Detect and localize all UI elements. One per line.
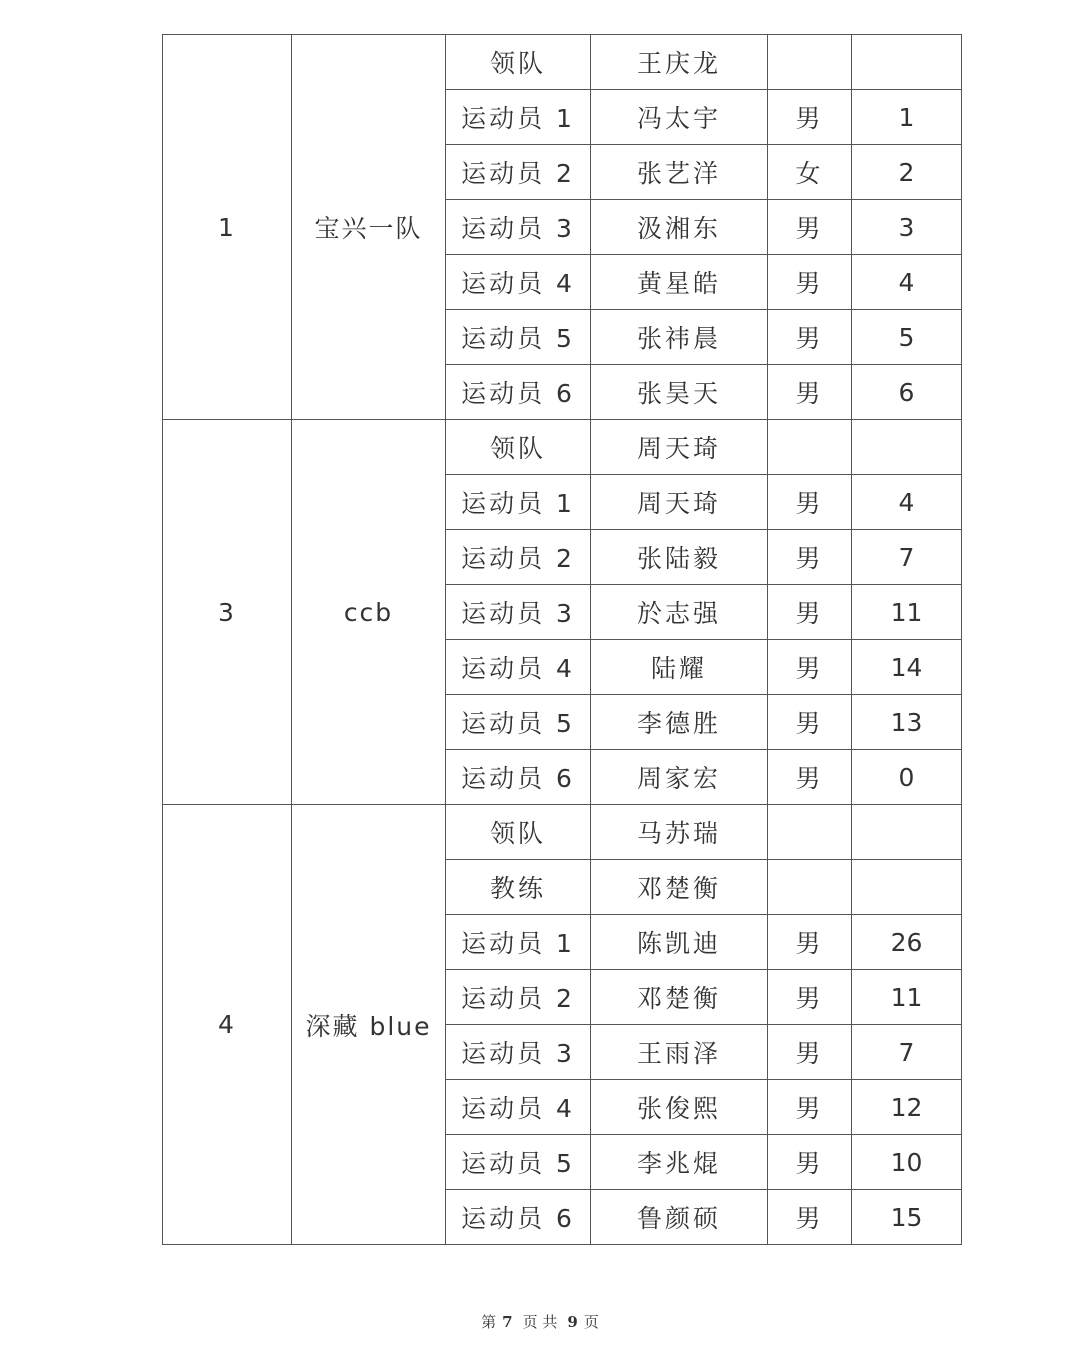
member-role: 领队 (446, 35, 591, 90)
member-role: 运动员 2 (446, 145, 591, 200)
member-jersey-number: 12 (852, 1080, 962, 1135)
member-name: 张祎晨 (591, 310, 768, 365)
member-gender: 男 (768, 1025, 852, 1080)
member-name: 马苏瑞 (591, 805, 768, 860)
member-name: 周家宏 (591, 750, 768, 805)
member-role: 运动员 6 (446, 750, 591, 805)
member-gender (768, 420, 852, 475)
member-gender: 男 (768, 1135, 852, 1190)
member-jersey-number: 7 (852, 1025, 962, 1080)
member-jersey-number: 6 (852, 365, 962, 420)
member-role: 运动员 3 (446, 585, 591, 640)
member-name: 李德胜 (591, 695, 768, 750)
member-name: 陆耀 (591, 640, 768, 695)
member-jersey-number: 11 (852, 970, 962, 1025)
member-name: 周天琦 (591, 420, 768, 475)
team-name: 深藏 blue (292, 805, 446, 1245)
roster-table (162, 34, 962, 1245)
member-jersey-number: 4 (852, 255, 962, 310)
member-jersey-number: 7 (852, 530, 962, 585)
table-row (163, 805, 962, 860)
team-number: 3 (163, 420, 292, 805)
member-jersey-number (852, 860, 962, 915)
member-role: 运动员 3 (446, 1025, 591, 1080)
member-gender: 男 (768, 585, 852, 640)
member-jersey-number: 2 (852, 145, 962, 200)
member-gender: 男 (768, 530, 852, 585)
member-gender (768, 860, 852, 915)
team-number: 1 (163, 35, 292, 420)
member-gender: 女 (768, 145, 852, 200)
member-name: 周天琦 (591, 475, 768, 530)
member-jersey-number: 15 (852, 1190, 962, 1245)
member-jersey-number: 5 (852, 310, 962, 365)
member-role: 运动员 4 (446, 640, 591, 695)
member-gender: 男 (768, 750, 852, 805)
member-gender (768, 805, 852, 860)
member-name: 邓楚衡 (591, 860, 768, 915)
member-name: 王雨泽 (591, 1025, 768, 1080)
member-jersey-number (852, 35, 962, 90)
member-name: 鲁颜硕 (591, 1190, 768, 1245)
member-role: 运动员 5 (446, 1135, 591, 1190)
member-jersey-number: 14 (852, 640, 962, 695)
member-role: 运动员 2 (446, 530, 591, 585)
footer-prefix: 第 (481, 1313, 497, 1331)
member-gender: 男 (768, 640, 852, 695)
member-name: 张俊熙 (591, 1080, 768, 1135)
member-name: 陈凯迪 (591, 915, 768, 970)
member-role: 运动员 4 (446, 1080, 591, 1135)
member-name: 张艺洋 (591, 145, 768, 200)
member-role: 运动员 3 (446, 200, 591, 255)
member-name: 冯太宇 (591, 90, 768, 145)
table-row (163, 35, 962, 90)
team-name: ccb (292, 420, 446, 805)
member-role: 教练 (446, 860, 591, 915)
member-name: 邓楚衡 (591, 970, 768, 1025)
member-jersey-number: 4 (852, 475, 962, 530)
member-gender: 男 (768, 365, 852, 420)
member-jersey-number: 13 (852, 695, 962, 750)
member-jersey-number: 3 (852, 200, 962, 255)
member-gender: 男 (768, 1080, 852, 1135)
member-role: 运动员 5 (446, 310, 591, 365)
member-role: 领队 (446, 805, 591, 860)
member-gender: 男 (768, 200, 852, 255)
team-number: 4 (163, 805, 292, 1245)
member-role: 领队 (446, 420, 591, 475)
page-footer (0, 1311, 1080, 1332)
member-jersey-number (852, 420, 962, 475)
member-jersey-number: 26 (852, 915, 962, 970)
member-jersey-number: 10 (852, 1135, 962, 1190)
member-role: 运动员 5 (446, 695, 591, 750)
total-pages-number: 9 (567, 1313, 578, 1331)
member-jersey-number: 11 (852, 585, 962, 640)
team-name: 宝兴一队 (292, 35, 446, 420)
member-role: 运动员 1 (446, 475, 591, 530)
member-role: 运动员 1 (446, 90, 591, 145)
member-gender: 男 (768, 970, 852, 1025)
member-name: 汲湘东 (591, 200, 768, 255)
roster-body (163, 35, 962, 1245)
footer-middle: 页 共 (522, 1313, 558, 1331)
current-page-number: 7 (502, 1313, 513, 1331)
member-jersey-number: 1 (852, 90, 962, 145)
member-jersey-number: 0 (852, 750, 962, 805)
member-role: 运动员 1 (446, 915, 591, 970)
member-name: 张陆毅 (591, 530, 768, 585)
member-name: 李兆焜 (591, 1135, 768, 1190)
member-gender: 男 (768, 90, 852, 145)
member-gender: 男 (768, 1190, 852, 1245)
member-gender: 男 (768, 695, 852, 750)
member-role: 运动员 6 (446, 1190, 591, 1245)
member-gender: 男 (768, 310, 852, 365)
footer-suffix: 页 (583, 1313, 599, 1331)
member-gender: 男 (768, 475, 852, 530)
member-gender (768, 35, 852, 90)
member-role: 运动员 2 (446, 970, 591, 1025)
member-role: 运动员 4 (446, 255, 591, 310)
member-name: 黄星皓 (591, 255, 768, 310)
member-name: 王庆龙 (591, 35, 768, 90)
member-jersey-number (852, 805, 962, 860)
member-gender: 男 (768, 255, 852, 310)
member-name: 张昊天 (591, 365, 768, 420)
member-role: 运动员 6 (446, 365, 591, 420)
table-row (163, 420, 962, 475)
member-gender: 男 (768, 915, 852, 970)
member-name: 於志强 (591, 585, 768, 640)
